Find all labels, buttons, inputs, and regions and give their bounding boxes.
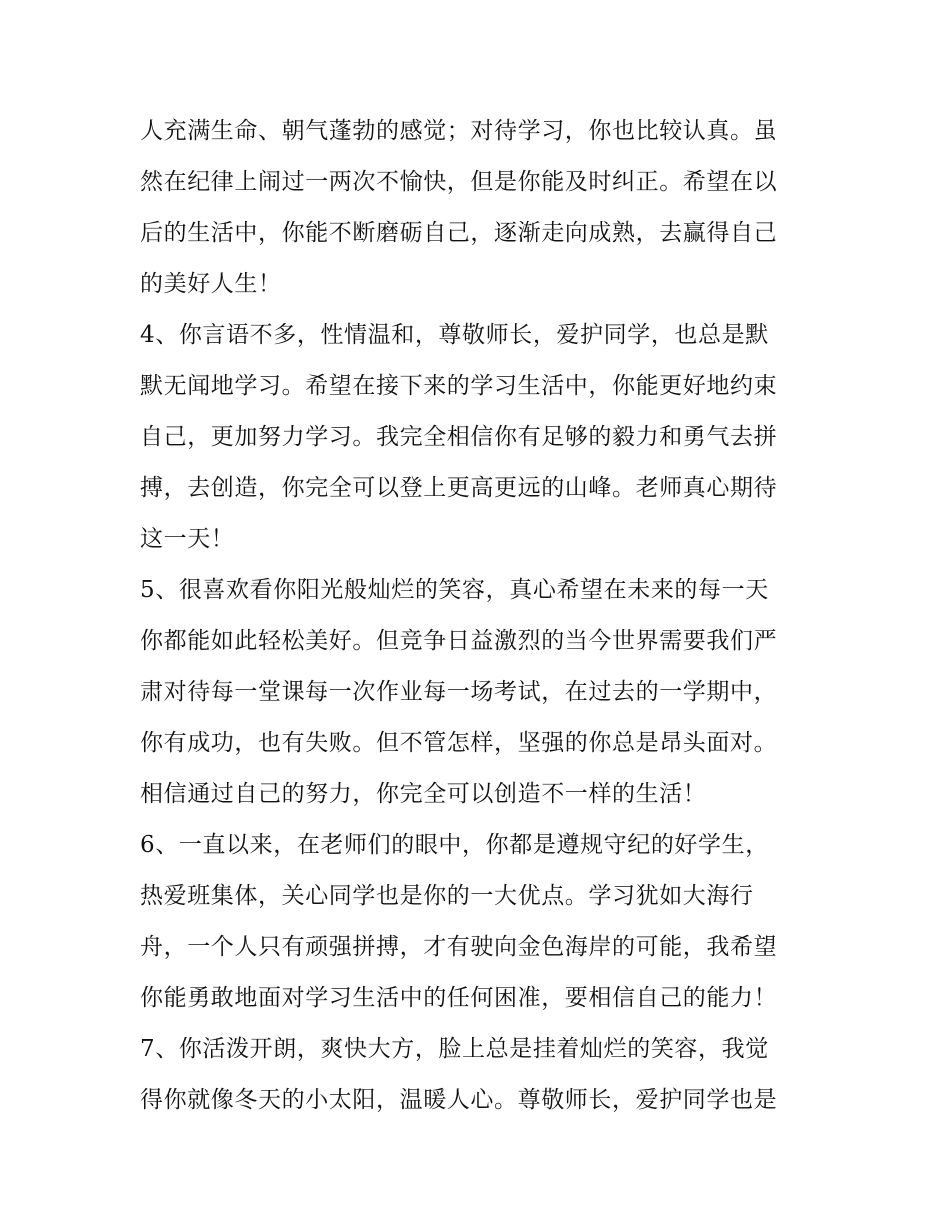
text-line: 相信通过自己的努力，你完全可以创造不一样的生活！ xyxy=(140,781,707,807)
text-line: 热爱班集体，关心同学也是你的一大优点。学习犹如大海行 xyxy=(140,883,754,909)
text-line: 人充满生命、朝气蓬勃的感觉；对待学习，你也比较认真。虽 xyxy=(140,118,778,144)
text-line: 搏，去创造，你完全可以登上更高更远的山峰。老师真心期待 xyxy=(140,475,778,501)
text-line: 你能勇敢地面对学习生活中的任何困准，要相信自己的能力！ xyxy=(140,985,778,1011)
text-line: 6、一直以来，在老师们的眼中，你都是遵规守纪的好学生， xyxy=(140,832,769,858)
text-line: 你有成功，也有失败。但不管怎样，坚强的你总是昂头面对。 xyxy=(140,730,778,756)
text-line: 4、你言语不多，性情温和，尊敬师长，爱护同学，也总是默 xyxy=(140,322,769,348)
text-line: 然在纪律上闹过一两次不愉快，但是你能及时纠正。希望在以 xyxy=(140,169,778,195)
text-line: 肃对待每一堂课每一次作业每一场考试，在过去的一学期中， xyxy=(140,679,778,705)
text-line: 的美好人生！ xyxy=(140,271,282,297)
text-line: 默无闻地学习。希望在接下来的学习生活中，你能更好地约束 xyxy=(140,373,778,399)
text-line: 后的生活中，你能不断磨砺自己，逐渐走向成熟，去赢得自己 xyxy=(140,220,778,246)
text-line: 自己，更加努力学习。我完全相信你有足够的毅力和勇气去拼 xyxy=(140,424,778,450)
text-line: 7、你活泼开朗，爽快大方，脸上总是挂着灿烂的笑容，我觉 xyxy=(140,1036,769,1062)
text-line: 舟，一个人只有顽强拼搏，才有驶向金色海岸的可能，我希望 xyxy=(140,934,778,960)
text-line: 你都能如此轻松美好。但竞争日益激烈的当今世界需要我们严 xyxy=(140,628,778,654)
document-body xyxy=(140,106,830,1126)
text-line: 5、很喜欢看你阳光般灿烂的笑容，真心希望在未来的每一天 xyxy=(140,577,769,603)
text-line: 这一天！ xyxy=(140,526,235,552)
text-line: 得你就像冬天的小太阳，温暖人心。尊敬师长，爱护同学也是 xyxy=(140,1087,778,1113)
